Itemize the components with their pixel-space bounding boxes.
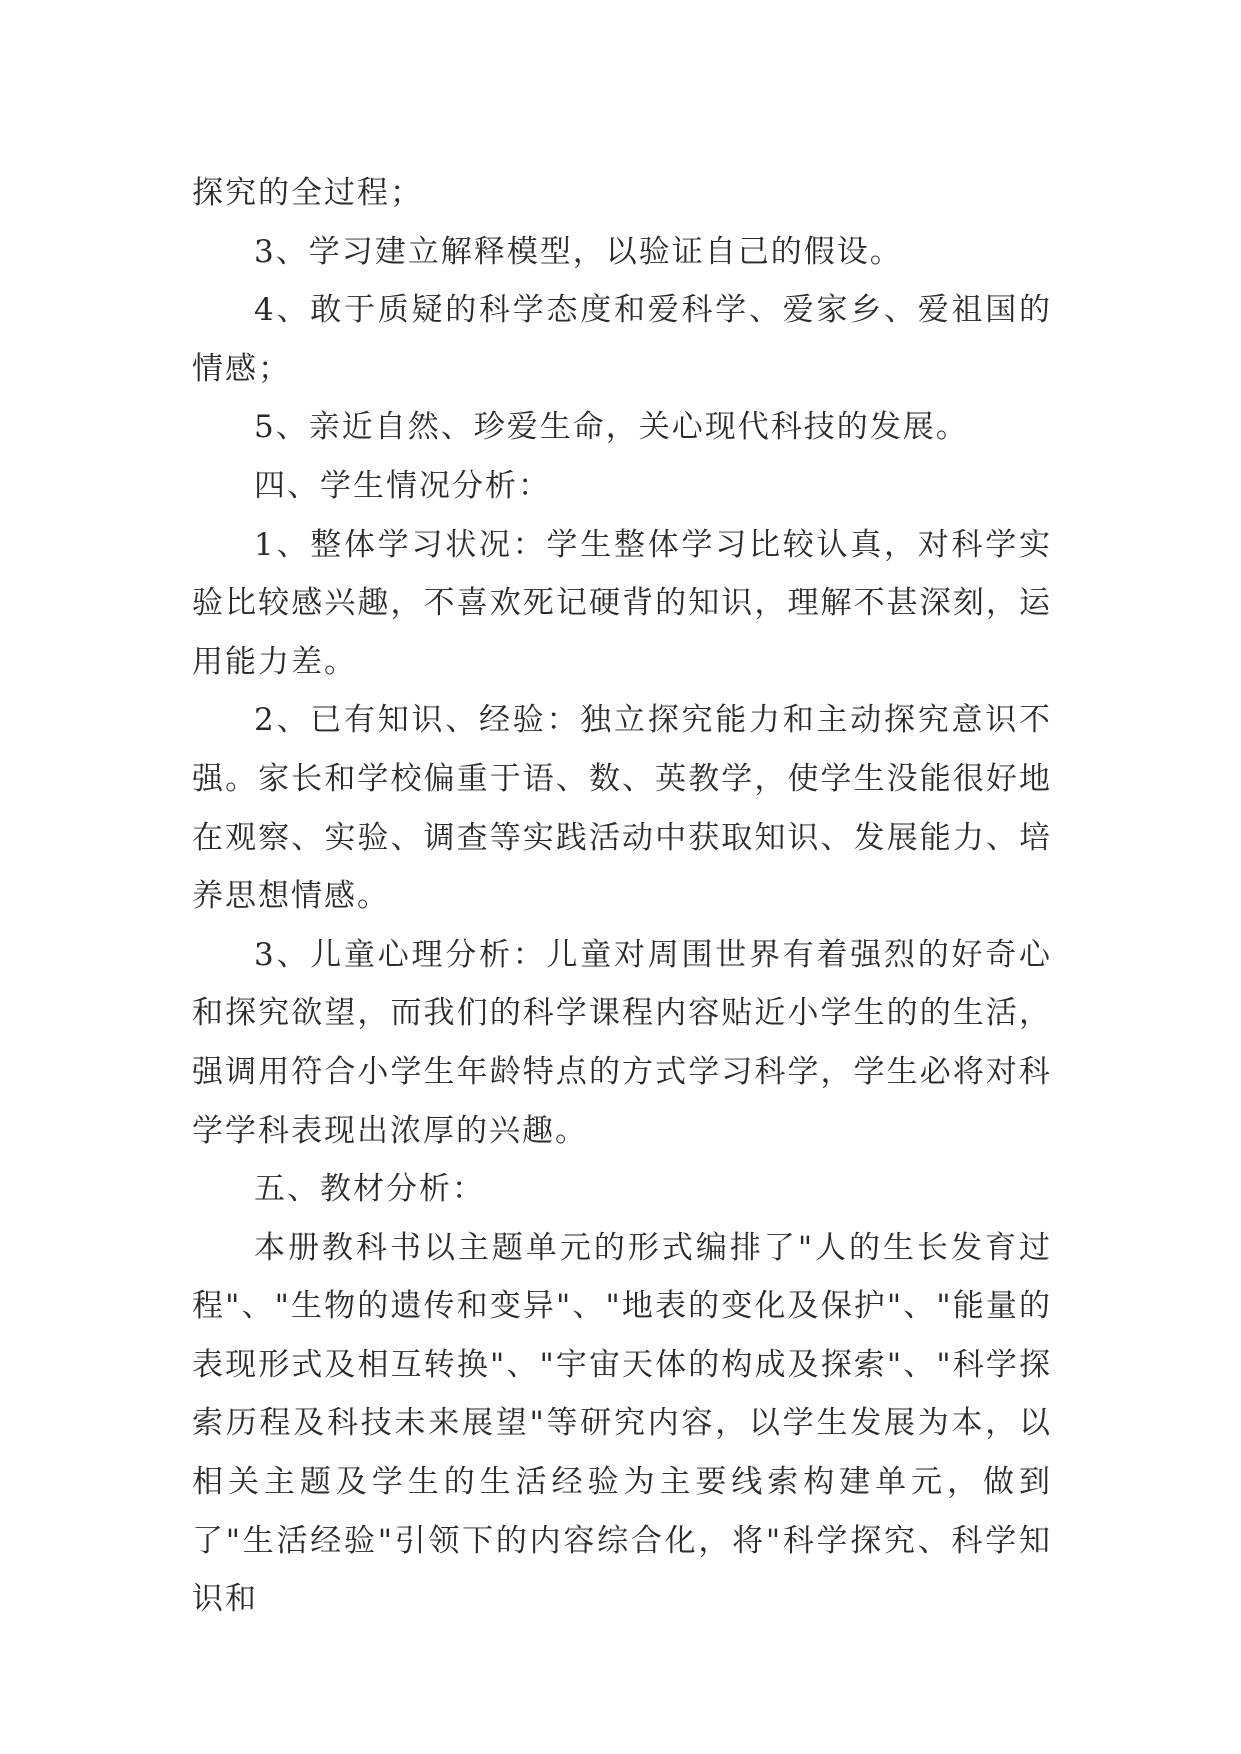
paragraph-continuation: 探究的全过程； [192,175,423,211]
paragraph-child-psychology: 3、儿童心理分析：儿童对周围世界有着强烈的好奇心和探究欲望，而我们的科学课程内容贴近小学生的的生活，强调用符合小学生年龄特点的方式学习科学，学生必将对科学学科表现出浓厚的兴趣。 [192,936,1052,1149]
section-heading-textbook-analysis: 五、教材分析： [254,1171,485,1208]
paragraph-item-4: 4、敢于质疑的科学态度和爱科学、爱家乡、爱祖国的情感； [192,292,1052,387]
document-body [192,164,1052,1629]
paragraph-existing-knowledge: 2、已有知识、经验：独立探究能力和主动探究意识不强。家长和学校偏重于语、数、英教学，使学生没能很好地在观察、实验、调查等实践活动中获取知识、发展能力、培养思想情感。 [192,702,1052,915]
paragraph-item-3: 3、学习建立解释模型，以验证自己的假设。 [254,233,903,270]
paragraph-overall-status: 1、整体学习状况：学生整体学习比较认真，对科学实验比较感兴趣，不喜欢死记硬背的知识，理解不甚深刻，运用能力差。 [192,526,1052,680]
section-heading-student-analysis: 四、学生情况分析： [254,467,551,504]
paragraph-textbook-description: 本册教科书以主题单元的形式编排了"人的生长发育过程"、"生物的遗传和变异"、"地表的变化及保护"、"能量的表现形式及相互转换"、"宇宙天体的构成及探索"、"科学探索历程及科技未来展望"等研究内容，以学生发展为本，以相关主题及学生的生活经验为主要线索构建单元，做到了"生活经验"引领下的内容综合化，将"科学探究、科学知识和 [192,1229,1052,1618]
paragraph-item-5: 5、亲近自然、珍爱生命，关心现代科技的发展。 [254,409,969,446]
